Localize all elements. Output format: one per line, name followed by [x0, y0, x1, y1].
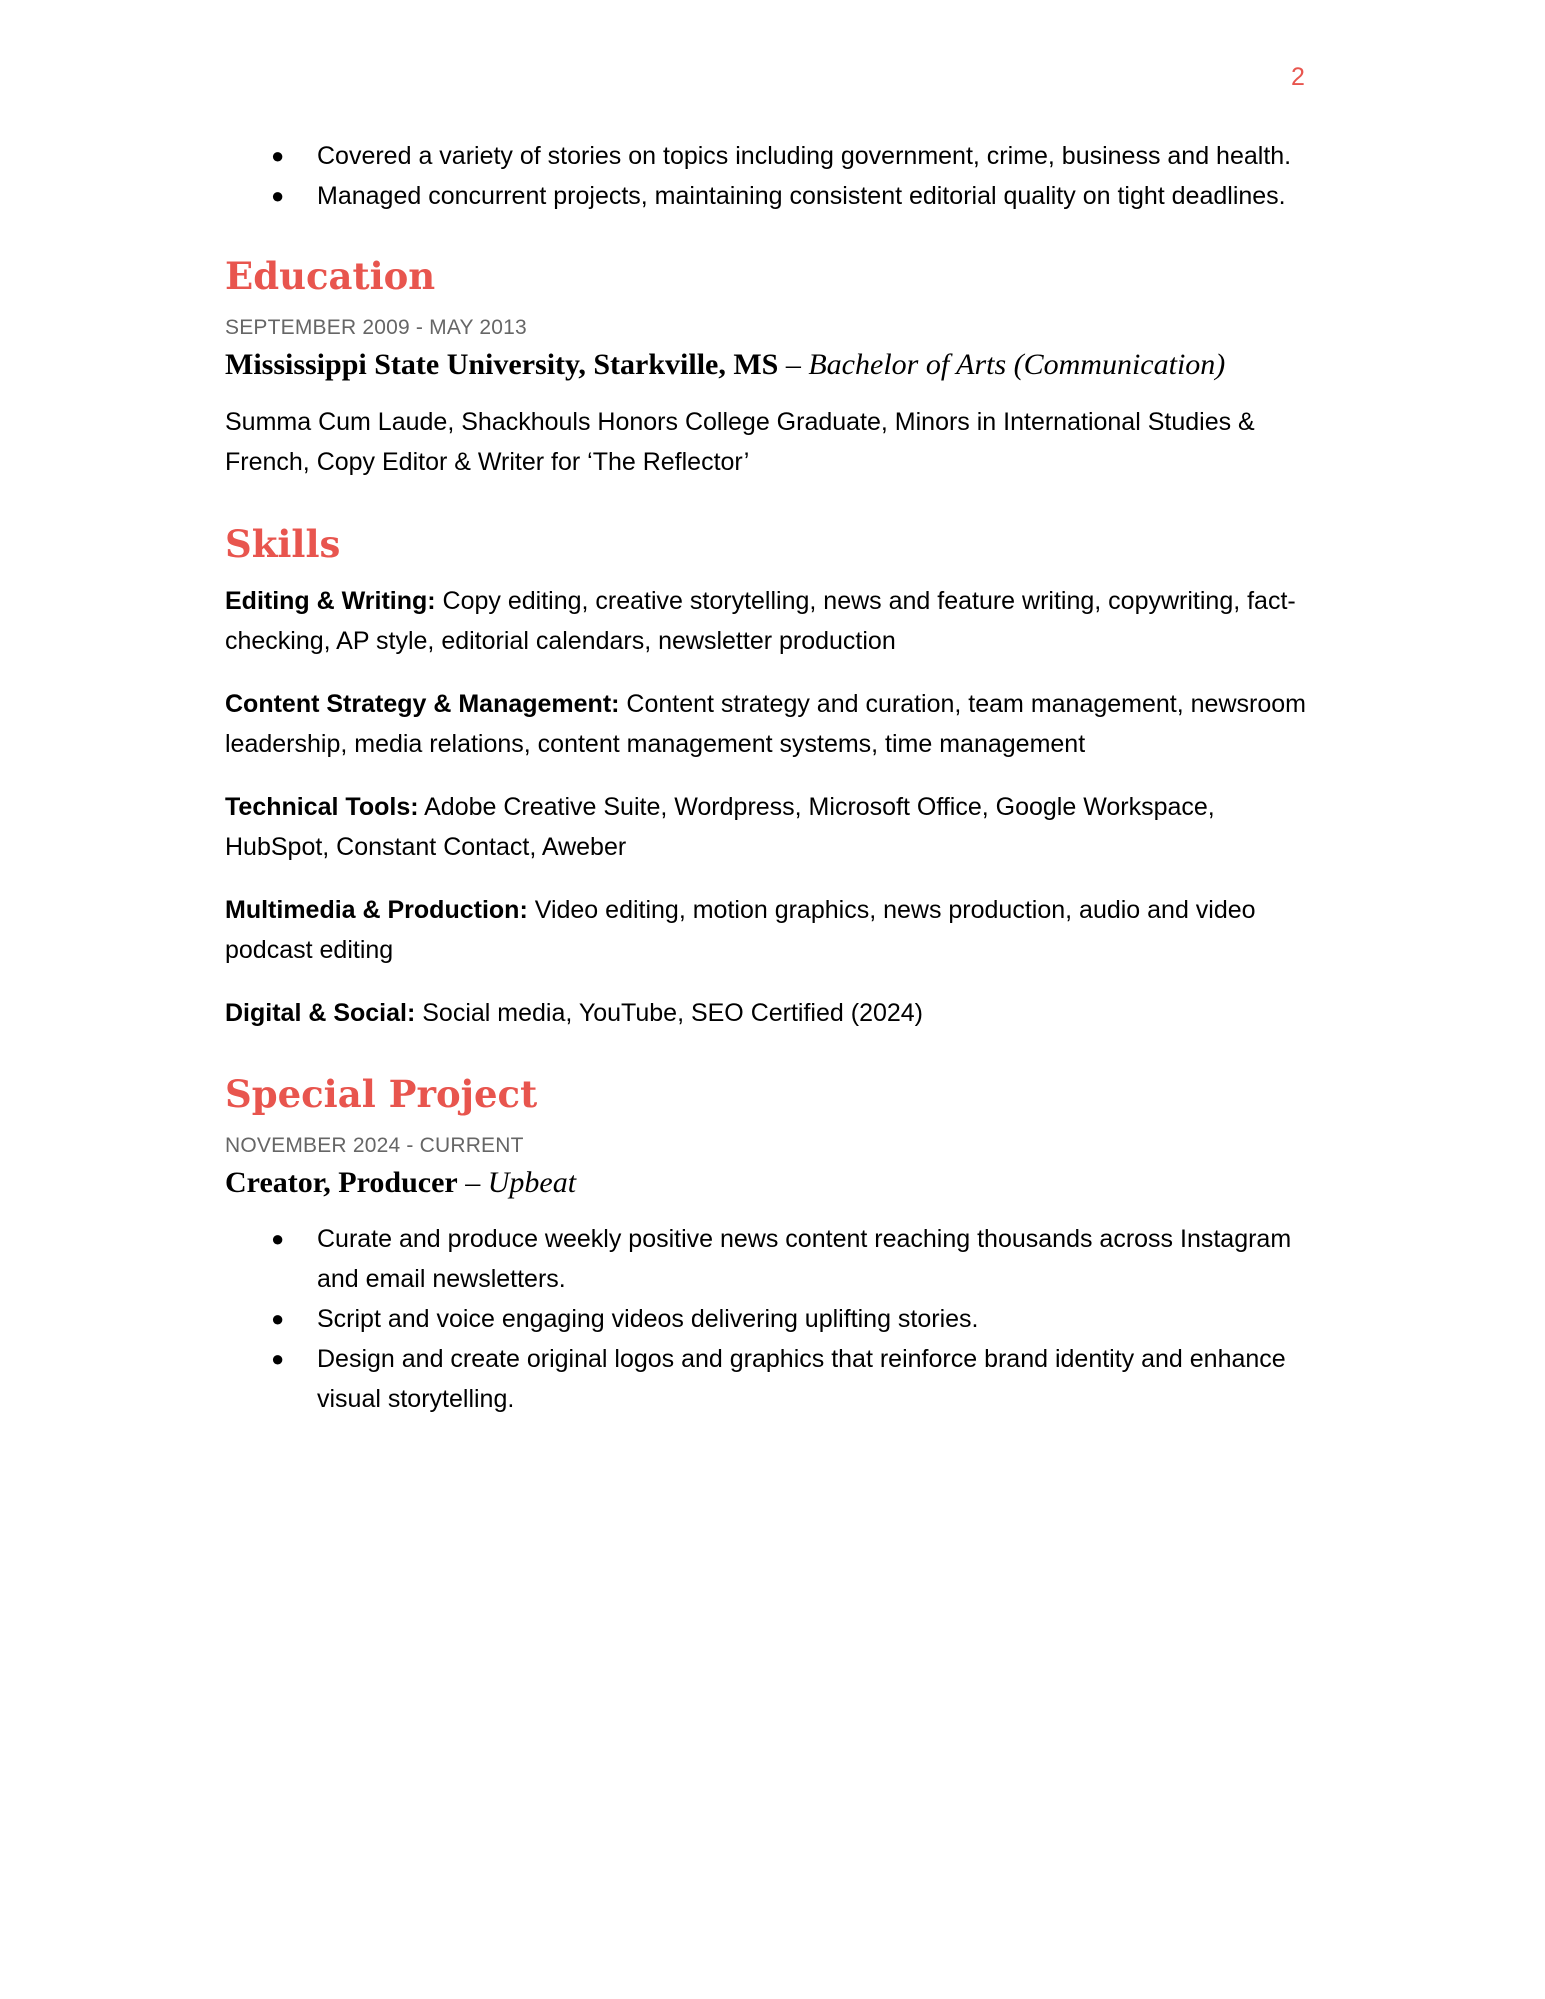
special-project-heading: Special Project [225, 1072, 538, 1116]
list-item [225, 1219, 1317, 1299]
skill-text: Video editing, motion graphics, news production, audio and video podcast editing [225, 896, 1256, 964]
separator: – [457, 1166, 488, 1199]
page-number: 2 [1291, 63, 1305, 91]
skill-item [225, 787, 1315, 867]
education-title-line [225, 345, 1325, 385]
list-item [225, 1339, 1317, 1419]
bullet-text: Curate and produce weekly positive news content reaching thousands across Instagram and email newsletters. [317, 1225, 1292, 1293]
education-dates: SEPTEMBER 2009 - MAY 2013 [225, 316, 527, 339]
bullet-text: Covered a variety of stories on topics including government, crime, business and health. [317, 142, 1292, 170]
skills-heading: Skills [225, 522, 341, 566]
skill-item [225, 581, 1315, 661]
skill-item [225, 890, 1315, 970]
education-degree: Bachelor of Arts (Communication) [808, 348, 1226, 381]
skill-label: Editing & Writing: [225, 587, 436, 615]
list-item [225, 176, 1317, 216]
bullet-text: Managed concurrent projects, maintaining consistent editorial quality on tight deadlines. [317, 182, 1286, 210]
special-project-dates: NOVEMBER 2024 - CURRENT [225, 1134, 524, 1157]
special-project-bullets [225, 1219, 1325, 1419]
skill-label: Technical Tools: [225, 793, 419, 821]
bullet-icon: ● [271, 143, 285, 168]
bullet-icon: ● [271, 1226, 285, 1251]
separator: – [778, 348, 809, 381]
resume-content [225, 136, 1325, 1419]
skill-item [225, 684, 1315, 764]
skill-label: Digital & Social: [225, 999, 416, 1027]
list-item [225, 136, 1317, 176]
bullet-icon: ● [271, 1346, 285, 1371]
special-project-role: Creator, Producer [225, 1166, 458, 1199]
bullet-text: Design and create original logos and graphics that reinforce brand identity and enhance visual storytelling. [317, 1345, 1286, 1413]
skill-label: Content Strategy & Management: [225, 690, 620, 718]
skill-item [225, 993, 1315, 1033]
bullet-text: Script and voice engaging videos delivering uplifting stories. [317, 1305, 979, 1333]
bullet-icon: ● [271, 1306, 285, 1331]
special-project-org: Upbeat [487, 1166, 577, 1199]
experience-bullets [225, 136, 1325, 216]
skill-text: Social media, YouTube, SEO Certified (2024) [415, 999, 924, 1027]
list-item [225, 1299, 1317, 1339]
special-project-title-line [225, 1163, 1325, 1203]
education-heading: Education [225, 254, 436, 298]
education-institution: Mississippi State University, Starkville, MS [225, 348, 779, 381]
skill-text: Adobe Creative Suite, Wordpress, Microsoft Office, Google Workspace, HubSpot, Constant Contact, Aweber [225, 793, 1215, 861]
bullet-icon: ● [271, 183, 285, 208]
skill-text: Content strategy and curation, team management, newsroom leadership, media relations, content management systems, time management [225, 690, 1306, 758]
education-details: Summa Cum Laude, Shackhouls Honors College Graduate, Minors in International Studies & French, Copy Editor & Writer for ‘The Reflector’ [225, 408, 1255, 476]
skill-text: Copy editing, creative storytelling, news and feature writing, copywriting, fact-checking, AP style, editorial calendars, newsletter production [225, 587, 1296, 655]
skill-label: Multimedia & Production: [225, 896, 528, 924]
